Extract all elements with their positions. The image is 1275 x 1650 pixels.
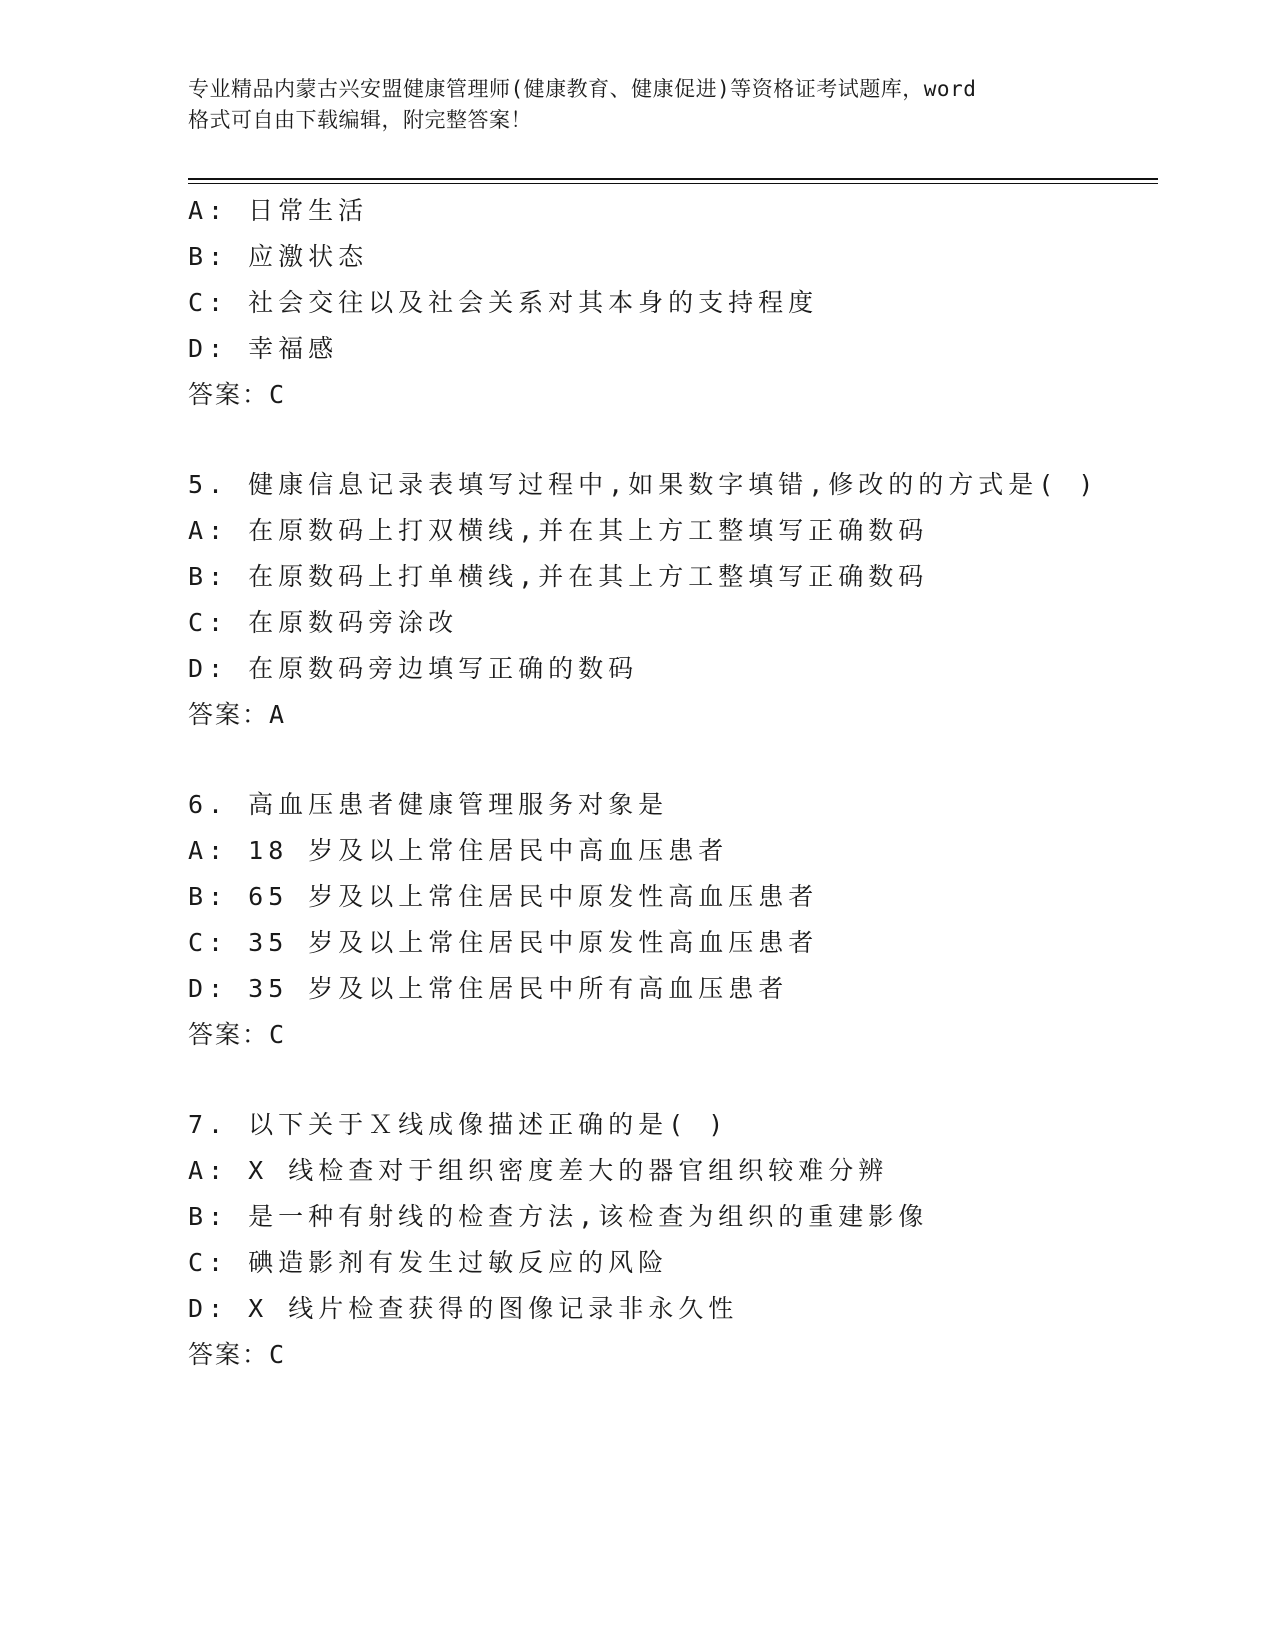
header-line-2: 格式可自由下载编辑，附完整答案！ xyxy=(188,108,532,132)
q7-option-b: B: 是一种有射线的检查方法,该检查为组织的重建影像 xyxy=(188,1202,929,1231)
q4-option-a: A: 日常生活 xyxy=(188,196,369,225)
q5-answer xyxy=(188,692,1158,738)
q5-option-c: C: 在原数码旁涂改 xyxy=(188,608,459,637)
q7-answer-value: C xyxy=(269,1340,287,1369)
answer-label: 答案： xyxy=(188,1340,270,1369)
header-line-1: 专业精品内蒙古兴安盟健康管理师(健康教育、健康促进)等资格证考试题库，word xyxy=(188,77,977,101)
question-6 xyxy=(188,782,1158,1058)
question-7 xyxy=(188,1102,1158,1378)
q6-answer xyxy=(188,1012,1158,1058)
q4-option-c: C: 社会交往以及社会关系对其本身的支持程度 xyxy=(188,288,819,317)
q6-answer-value: C xyxy=(269,1020,287,1049)
q4-option-d: D: 幸福感 xyxy=(188,334,339,363)
q5-question: 5. 健康信息记录表填写过程中,如果数字填错,修改的的方式是( ) xyxy=(188,470,1099,499)
header-rule-thick xyxy=(188,178,1158,180)
answer-label: 答案： xyxy=(188,380,270,409)
answer-label: 答案： xyxy=(188,700,270,729)
q7-option-a: A: X 线检查对于组织密度差大的器官组织较难分辨 xyxy=(188,1156,889,1185)
q4-answer xyxy=(188,372,1158,418)
header-rule-thin xyxy=(188,183,1158,184)
q6-question: 6. 高血压患者健康管理服务对象是 xyxy=(188,790,669,819)
q4-option-b: B: 应激状态 xyxy=(188,242,369,271)
q6-option-a: A: 18 岁及以上常住居民中高血压患者 xyxy=(188,836,729,865)
question-list xyxy=(188,188,1158,1378)
question-5 xyxy=(188,462,1158,738)
question-4 xyxy=(188,188,1158,418)
q5-answer-value: A xyxy=(269,700,287,729)
q6-option-b: B: 65 岁及以上常住居民中原发性高血压患者 xyxy=(188,882,819,911)
q6-option-c: C: 35 岁及以上常住居民中原发性高血压患者 xyxy=(188,928,819,957)
q4-answer-value: C xyxy=(269,380,287,409)
q6-option-d: D: 35 岁及以上常住居民中所有高血压患者 xyxy=(188,974,789,1003)
document-header xyxy=(188,74,1088,136)
q7-answer xyxy=(188,1332,1158,1378)
q7-option-c: C: 碘造影剂有发生过敏反应的风险 xyxy=(188,1248,669,1277)
q5-option-a: A: 在原数码上打双横线,并在其上方工整填写正确数码 xyxy=(188,516,929,545)
q7-option-d: D: X 线片检查获得的图像记录非永久性 xyxy=(188,1294,739,1323)
q5-option-d: D: 在原数码旁边填写正确的数码 xyxy=(188,654,639,683)
q7-question: 7. 以下关于Ｘ线成像描述正确的是( ) xyxy=(188,1110,729,1139)
q5-option-b: B: 在原数码上打单横线,并在其上方工整填写正确数码 xyxy=(188,562,929,591)
answer-label: 答案： xyxy=(188,1020,270,1049)
